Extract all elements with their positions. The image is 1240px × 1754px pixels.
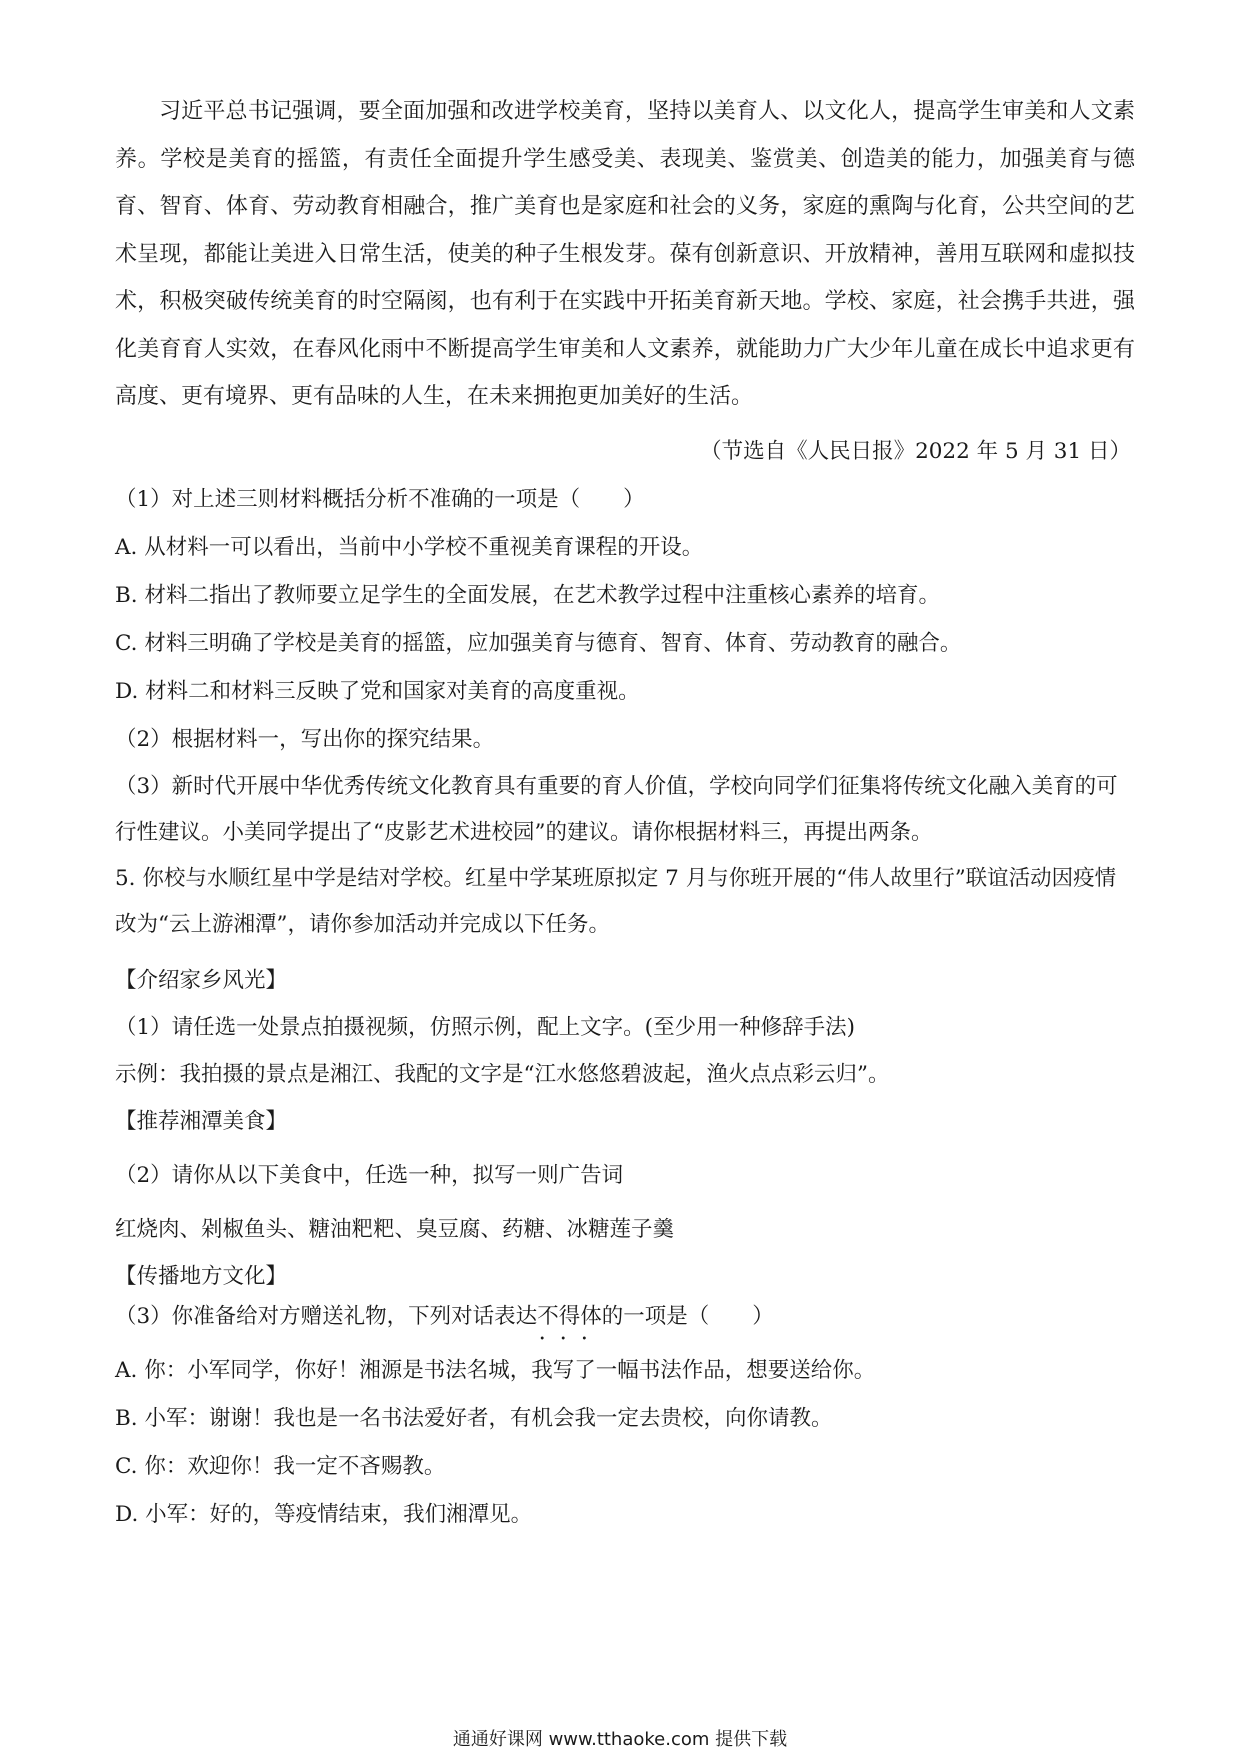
example-text: 示例：我拍摄的景点是湘江、我配的文字是“江水悠悠碧波起，渔火点点彩云归”。 bbox=[115, 1061, 890, 1087]
option-a: A. 从材料一可以看出，当前中小学校不重视美育课程的开设。 bbox=[115, 534, 704, 560]
question-4-1: （1）对上述三则材料概括分析不准确的一项是（ ） bbox=[115, 486, 645, 512]
option-b: B. 材料二指出了教师要立足学生的全面发展，在艺术教学过程中注重核心素养的培育。 bbox=[115, 582, 940, 608]
section-heading-food: 【推荐湘潭美食】 bbox=[115, 1108, 288, 1134]
option-d: D. 材料二和材料三反映了党和国家对美育的高度重视。 bbox=[115, 678, 640, 704]
material-three-passage bbox=[115, 88, 1135, 421]
question-5-1: （1）请任选一处景点拍摄视频，仿照示例，配上文字。(至少用一种修辞手法) bbox=[115, 1014, 855, 1040]
question-4-3: （3）新时代开展中华优秀传统文化教育具有重要的育人价值，学校向同学们征集将传统文化融入美育的可行性建议。小美同学提出了“皮影艺术进校园”的建议。请你根据材料三，再提出两条。 bbox=[115, 773, 1118, 845]
question-5-3-post: 的一项是（ ） bbox=[601, 1303, 774, 1329]
question-5-3 bbox=[115, 1303, 1135, 1331]
section-heading-scenery: 【介绍家乡风光】 bbox=[115, 967, 288, 993]
passage-text: 习近平总书记强调，要全面加强和改进学校美育，坚持以美育人、以文化人，提高学生审美和人文素养。学校是美育的摇篮，有责任全面提升学生感受美、表现美、鉴赏美、创造美的能力，加强美育与德育、智育、体育、劳动教育相融合，推广美育也是家庭和社会的义务，家庭的熏陶与化育，公共空间的艺术呈现，都能让美进入日常生活，使美的种子生根发芽。葆有创新意识、开放精神，善用互联网和虚拟技术，积极突破传统美育的时空隔阂，也有利于在实践中开拓美育新天地。学校、家庭，社会携手共进，强化美育育人实效，在春风化雨中不断提高学生审美和人文素养，就能助力广大少年儿童在成长中追求更有高度、更有境界、更有品味的人生，在未来拥抱更加美好的生活。 bbox=[115, 99, 1135, 409]
section-heading-culture: 【传播地方文化】 bbox=[115, 1263, 288, 1289]
food-list: 红烧肉、剁椒鱼头、糖油粑粑、臭豆腐、药糖、冰糖莲子羹 bbox=[115, 1216, 675, 1242]
option-c: C. 你：欢迎你！我一定不吝赐教。 bbox=[115, 1453, 446, 1479]
option-a: A. 你：小军同学，你好！湘源是书法名城，我写了一幅书法作品，想要送给你。 bbox=[115, 1357, 876, 1383]
question-5-2: （2）请你从以下美食中，任选一种，拟写一则广告词 bbox=[115, 1162, 624, 1188]
footer-watermark: 通通好课网 www.tthaoke.com 提供下载 bbox=[452, 1729, 788, 1750]
document-content bbox=[115, 88, 1135, 1529]
question-4-2: （2）根据材料一，写出你的探究结果。 bbox=[115, 726, 495, 752]
question-5-3-pre: （3）你准备给对方赠送礼物，下列对话表达 bbox=[115, 1303, 538, 1329]
option-d: D. 小军：好的，等疫情结束，我们湘潭见。 bbox=[115, 1501, 533, 1527]
question-5-intro: 5. 你校与水顺红星中学是结对学校。红星中学某班原拟定 7 月与你班开展的“伟人故里行”联谊活动因疫情改为“云上游湘潭”，请你参加活动并完成以下任务。 bbox=[115, 865, 1117, 937]
option-b: B. 小军：谢谢！我也是一名书法爱好者，有机会我一定去贵校，向你请教。 bbox=[115, 1405, 833, 1431]
option-c: C. 材料三明确了学校是美育的摇篮，应加强美育与德育、智育、体育、劳动教育的融合。 bbox=[115, 630, 962, 656]
passage-source: （节选自《人民日报》2022 年 5 月 31 日） bbox=[700, 438, 1131, 464]
emphasis-dotted-text: 不得体 • • • bbox=[537, 1304, 602, 1329]
